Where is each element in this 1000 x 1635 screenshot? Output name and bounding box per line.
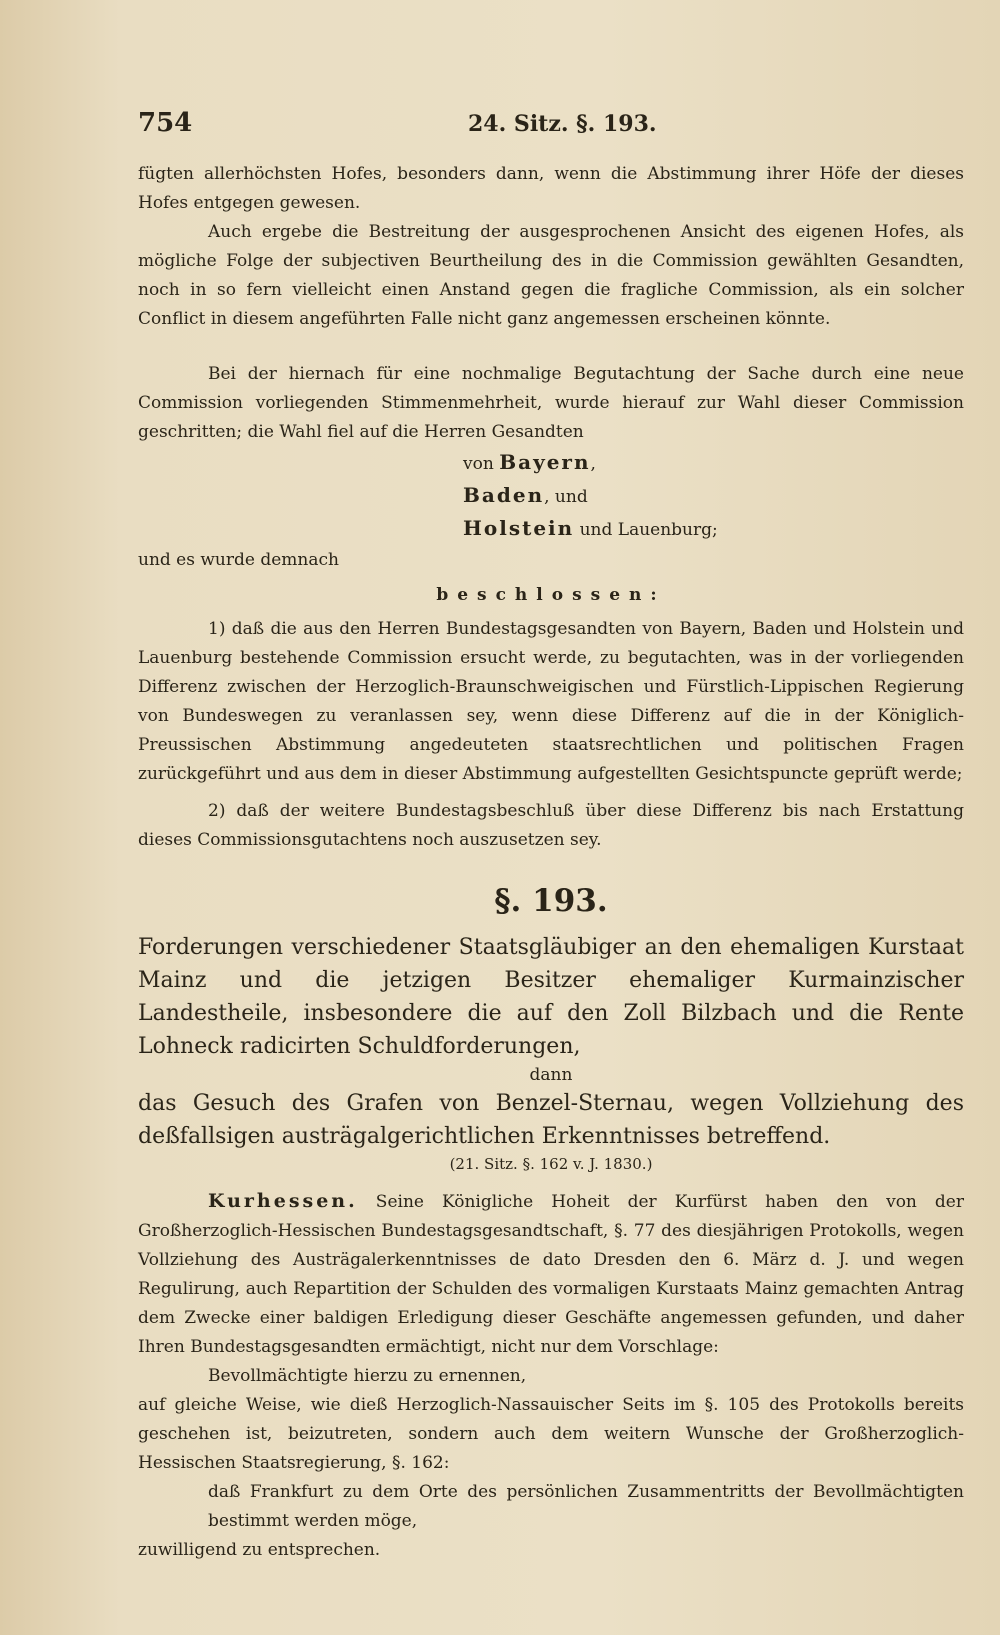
paragraph-4: und es wurde demnach <box>138 550 339 570</box>
quote-2: daß Frankfurt zu dem Orte des persönlichen Zusammentritts der Bevollmächtigten bestimmt werden möge, <box>208 1482 964 1531</box>
resolution-1: 1) daß die aus den Herren Bundestagsgesandten von Bayern, Baden und Holstein und Lauenburg bestehende Commission ersucht werde, zu begutachten, was in der vorliegenden Differenz zwischen der Herzoglich-Braunschweigischen und Fürstlich-Lippischen Regierung von Bundeswegen zu veranlassen sey, wenn diese Differenz auf die in der Königlich-Preussischen Abstimmung angedeuteten staatsrechtlichen und politischen Fragen zurückgeführt und aus dem in dieser Abstimmung aufgestellten Gesichtspuncte geprüft werde; <box>138 619 964 784</box>
section-dann: dann <box>529 1065 573 1085</box>
section-title-2: das Gesuch des Grafen von Benzel-Sternau, wegen Vollziehung des deßfallsigen austrägalgerichtlichen Erkenntnisses betreffend. <box>138 1091 964 1149</box>
paragraph-8: auf gleiche Weise, wie dieß Herzoglich-Nassauischer Seits im §. 105 des Protokolls bereits geschehen ist, beizutreten, sondern auch dem weitern Wunsche der Großherzoglich-Hessischen Staatsregierung, §. 162: <box>138 1395 964 1473</box>
paragraph-2: Auch ergebe die Bestreitung der ausgesprochenen Ansicht des eigenen Hofes, als mögliche Folge der subjectiven Beurtheilung des in die Commission gewählten Gesandten, noch in so fern vielleicht einen Anstand gegen die fragliche Commission, als ein solcher Conflict in diesem angeführten Falle nicht ganz angemessen erscheinen könnte. <box>138 222 964 329</box>
state-bayern: von Bayern, <box>463 450 596 474</box>
section-title-1: Forderungen verschiedener Staatsgläubiger an den ehemaligen Kurstaat Mainz und die jetzigen Besitzer ehemaliger Kurmainzischer Landestheile, insbesondere die auf den Zoll Bilzbach und die Rente Lohneck radicirten Schuldforderungen, <box>138 935 964 1059</box>
running-head: 24. Sitz. §. 193. <box>468 111 657 137</box>
quote-1: Bevollmächtigte hierzu zu ernennen, <box>208 1366 527 1386</box>
section-number: §. 193. <box>494 883 608 919</box>
page-header <box>138 108 964 138</box>
paragraph-7: Kurhessen. Seine Königliche Hoheit der Kurfürst haben den von der Großherzoglich-Hessischen Bundestagsgesandtschaft, §. 77 des diesjährigen Protokolls, wegen Vollziehung des Austrägalerkenntnisses de dato Dresden den 6. März d. J. und wegen Regulirung, auch Repartition der Schulden des vormaligen Kurstaats Mainz gemachten Antrag dem Zwecke einer baldigen Erledigung dieser Geschäfte angemessen gefunden, und daher Ihren Bundestagsgesandten ermächtigt, nicht nur dem Vorschlage: <box>138 1190 964 1357</box>
page-number: 754 <box>138 108 193 138</box>
state-holstein: Holstein und Lauenburg; <box>463 516 718 540</box>
paragraph-1: fügten allerhöchsten Hofes, besonders dann, wenn die Abstimmung ihrer Höfe der dieses Hofes entgegen gewesen. <box>138 164 964 213</box>
paragraph-9: zuwilligend zu entsprechen. <box>138 1540 381 1560</box>
paragraph-3: Bei der hiernach für eine nochmalige Begutachtung der Sache durch eine neue Commission vorliegenden Stimmenmehrheit, wurde hierauf zur Wahl dieser Commission geschritten; die Wahl fiel auf die Herren Gesandten <box>138 364 964 442</box>
beschlossen-heading: beschlossen: <box>436 585 666 605</box>
section-citation: (21. Sitz. §. 162 v. J. 1830.) <box>449 1155 653 1173</box>
speaker-label: Kurhessen. <box>208 1190 358 1212</box>
state-baden: Baden, und <box>463 483 588 507</box>
resolution-2: 2) daß der weitere Bundestagsbeschluß über diese Differenz bis nach Erstattung dieses Commissionsgutachtens noch auszusetzen sey. <box>138 801 964 850</box>
